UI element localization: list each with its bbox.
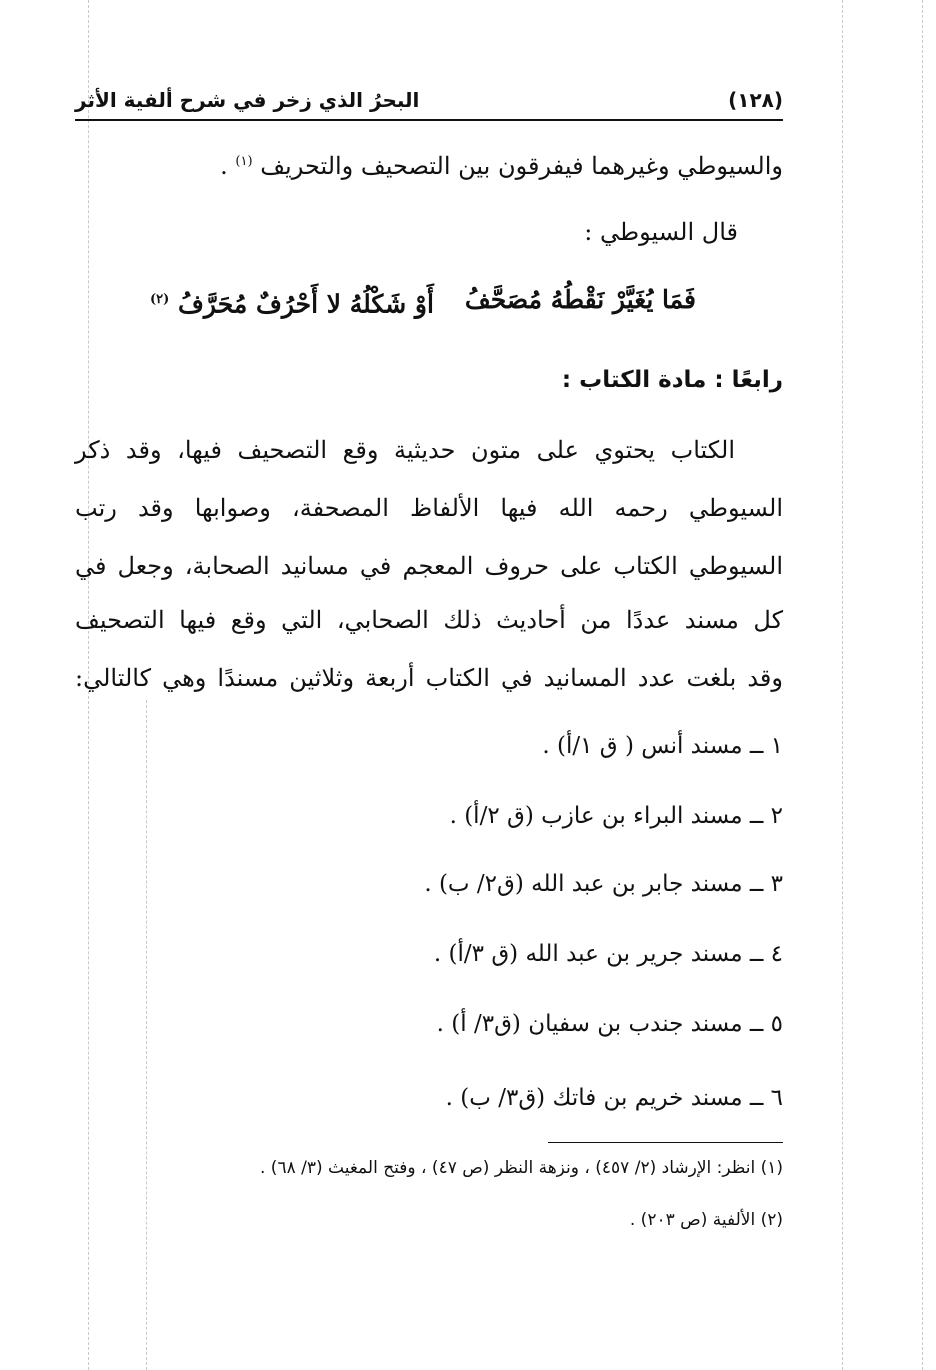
- paragraph-line: السيوطي رحمه الله فيها الألفاظ المصحفة، وصوابها وقد رتب: [75, 494, 783, 522]
- paragraph-line: السيوطي الكتاب على حروف المعجم في مسانيد الصحابة، وجعل في: [75, 552, 783, 580]
- paragraph-line: وقد بلغت عدد المسانيد في الكتاب أربعة وثلاثين مسندًا وهي كالتالي:: [75, 664, 783, 692]
- intro-end: .: [220, 152, 228, 180]
- footnote-ref-1: (١): [235, 154, 253, 169]
- page-number: (١٢٨): [728, 88, 783, 112]
- scan-artifact-line: [146, 700, 147, 1370]
- verse-first-hemistich: فَمَا يُغَيَّرْ نَقْطُهُ مُصَحَّفُ: [464, 285, 696, 314]
- scan-artifact-line: [922, 0, 923, 1370]
- verse: [150, 282, 696, 318]
- footnote-2: (٢) الألفية (ص ٢٠٣) .: [629, 1210, 783, 1230]
- list-item: ٦ ــ مسند خريم بن فاتك (ق٣/ ب) .: [445, 1085, 783, 1111]
- list-item: ٢ ــ مسند البراء بن عازب (ق ٢/أ) .: [449, 803, 783, 829]
- section-heading: رابعًا : مادة الكتاب :: [561, 367, 783, 393]
- intro-text: والسيوطي وغيرهما فيفرقون بين التصحيف والتحريف: [260, 152, 783, 180]
- quote-intro: قال السيوطي :: [584, 218, 738, 246]
- list-item: ٥ ــ مسند جندب بن سفيان (ق٣/ أ) .: [436, 1011, 783, 1037]
- intro-line: [220, 144, 783, 184]
- list-item: ٣ ــ مسند جابر بن عبد الله (ق٢/ ب) .: [424, 871, 783, 897]
- verse-second-hemistich: أَوْ شَكْلُهُ لا أَحْرُفٌ مُحَرَّفُ: [178, 289, 434, 319]
- paragraph-line: كل مسند عددًا من أحاديث ذلك الصحابي، التي وقع فيها التصحيف: [75, 606, 783, 634]
- footnote-rule: [548, 1142, 783, 1143]
- list-item: ٤ ــ مسند جرير بن عبد الله (ق ٣/أ) .: [433, 941, 783, 967]
- book-title: البحرُ الذي زخر في شرح ألفية الأثر: [75, 88, 420, 112]
- paragraph-line: الكتاب يحتوي على متون حديثية وقع التصحيف فيها، وقد ذكر: [75, 436, 735, 464]
- verse-second-hemistich-wrap: [150, 282, 434, 318]
- footnote-1: (١) انظر: الإرشاد (٢/ ٤٥٧) ، ونزهة النظر (ص ٤٧) ، وفتح المغيث (٣/ ٦٨) .: [260, 1158, 783, 1178]
- footnote-ref-2: (٢): [150, 292, 170, 307]
- running-header: [75, 84, 783, 116]
- scan-artifact-line: [842, 0, 843, 1370]
- list-item: ١ ــ مسند أنس ( ق ١/أ) .: [542, 733, 783, 759]
- header-rule: [75, 119, 783, 121]
